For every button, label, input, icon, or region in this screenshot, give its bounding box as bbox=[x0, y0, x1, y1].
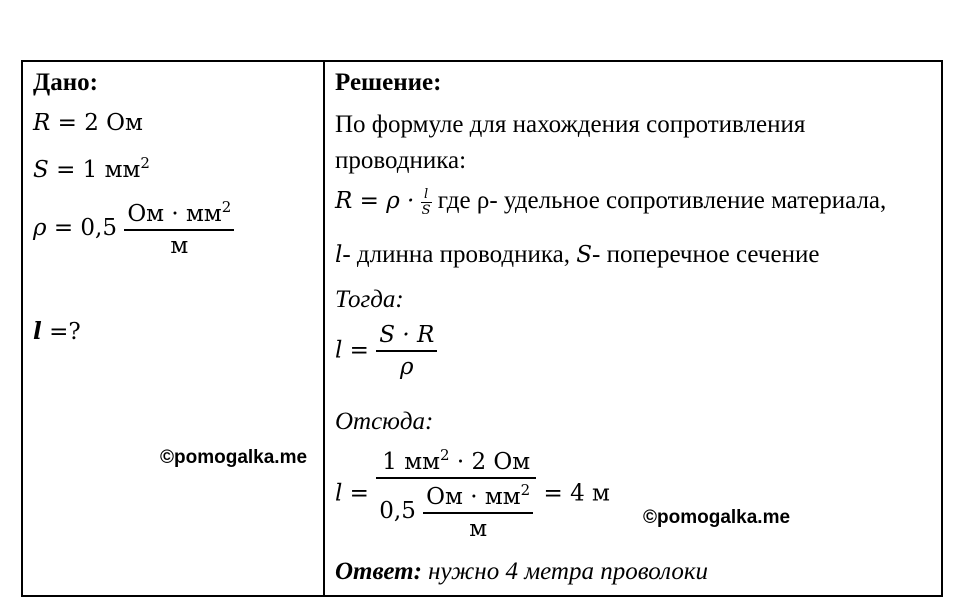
answer: Ответ: нужно 4 метра проволоки bbox=[335, 558, 709, 585]
column-divider bbox=[323, 62, 325, 595]
given-resistivity: ρ = 0,5 $\frac{Ом \cdot мм^2}{м}$ bbox=[33, 200, 234, 258]
calculation: l = 1 $мм^2 \cdot 2$ Ом 0,5 $\frac{Ом \cdot мм^2}{м}$ = 4 м bbox=[335, 446, 610, 542]
resistivity-unit-fraction: $\frac{Ом \cdot мм^2}{м}$ bbox=[124, 200, 234, 258]
watermark-right: ©pomogalka.me bbox=[643, 507, 791, 528]
length-formula-fraction: $\frac{S \cdot R}{\rho}$ bbox=[376, 324, 437, 379]
calculation-fraction: 1 $мм^2 \cdot 2$ Ом 0,5 $\frac{Ом \cdot мм^2}{м}$ bbox=[376, 448, 536, 541]
given-resistance: R = 2 Ом bbox=[33, 110, 143, 136]
hence-label: Отсюда: bbox=[335, 408, 434, 435]
given-unknown: l =? bbox=[33, 318, 81, 345]
variables-description: l- длинна проводника, S- поперечное сечение bbox=[335, 241, 820, 268]
watermark-left: ©pomogalka.me bbox=[160, 447, 308, 468]
solution-intro-line2: проводника: bbox=[335, 147, 467, 174]
solution-intro-line1: По формуле для нахождения сопротивления bbox=[335, 111, 806, 138]
then-label: Тогда: bbox=[335, 286, 404, 313]
given-heading: Дано: bbox=[33, 69, 98, 96]
solution-heading: Решение: bbox=[335, 69, 442, 96]
task-table bbox=[21, 60, 943, 597]
given-cross-section: S = 1 $мм^2$ bbox=[33, 154, 150, 183]
length-over-area-fraction: $\frac{l}{S}$ bbox=[421, 187, 431, 218]
length-formula: l = $\frac{S \cdot R}{\rho}$ bbox=[335, 324, 437, 379]
resistance-formula: R = ρ · $\frac{l}{S}$ где ρ- удельное сопротивление материала, bbox=[335, 187, 887, 218]
calculation-unit-fraction: $\frac{Ом \cdot мм^2}{м}$ bbox=[423, 483, 533, 541]
